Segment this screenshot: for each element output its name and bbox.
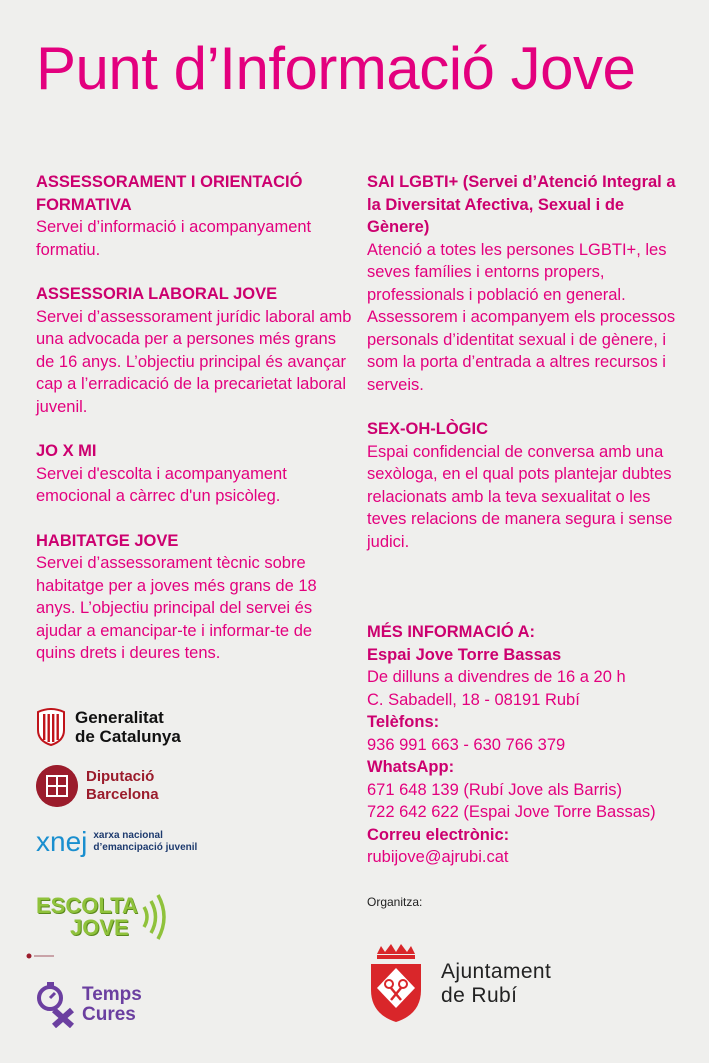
section-title: SAI LGBTI+ (Servei d’Atenció Integral a la Diversitat Afectiva, Sexual i de Gènere) xyxy=(367,173,676,236)
temps-cures-logo xyxy=(36,982,142,1028)
left-column xyxy=(36,171,356,687)
section-sexohlogic xyxy=(367,418,685,553)
section-title: SEX-OH-LÒGIC xyxy=(367,420,489,438)
section-title: ASSESSORIA LABORAL JOVE xyxy=(36,285,278,303)
sound-waves-icon xyxy=(140,893,170,941)
xnej-subtitle xyxy=(93,830,197,854)
phones-value: 936 991 663 - 630 766 379 xyxy=(367,735,566,754)
generalitat-text xyxy=(75,708,181,746)
section-habitatge xyxy=(36,530,356,665)
organitza-label: Organitza: xyxy=(367,895,423,909)
phones-label: Telèfons: xyxy=(367,713,440,731)
section-body: Atenció a totes les persones LGBTI+, les seves famílies i entorns propers, professionals i població en general. Assessorem i acompanyem els processos personals d’identitat sexual i de gènere, i som la porta d’entrada a altres recursos i serveis. xyxy=(367,240,676,394)
section-assessorament xyxy=(36,171,356,261)
rubi-line-2: de Rubí xyxy=(441,984,518,1007)
info-address: C. Sabadell, 18 - 08191 Rubí xyxy=(367,690,580,709)
right-column xyxy=(367,171,685,575)
section-body: Espai confidencial de conversa amb una sexòloga, en el qual pots plantejar dubtes relacionats amb la teva sexualitat o les teves relacions de manera segura i sense judici. xyxy=(367,442,673,551)
xnej-logo xyxy=(36,826,197,858)
diputacio-logo xyxy=(36,765,159,807)
escolta-text xyxy=(36,895,138,939)
rubi-text xyxy=(441,960,551,1008)
info-hours: De dilluns a divendres de 16 a 20 h xyxy=(367,668,626,686)
xnej-sub-line-2: d’emancipació juvenil xyxy=(93,842,198,853)
more-info-block xyxy=(367,621,687,869)
temps-line-1: Temps xyxy=(82,984,142,1005)
section-body: Servei d'escolta i acompanyament emocional a càrrec d'un psicòleg. xyxy=(36,464,287,505)
rubi-line-1: Ajuntament xyxy=(441,960,552,983)
diputacio-line-1: Diputació xyxy=(86,768,155,785)
section-body: Servei d’assessorament tècnic sobre habitatge per a joves més grans de 18 anys. L’objectiu principal del servei és ajudar a emancipar-te i informar-te de quins drets i deures tens. xyxy=(36,554,317,662)
diputacio-line-2: Barcelona xyxy=(86,786,159,803)
escolta-jove-logo xyxy=(36,893,170,941)
whatsapp-value-1: 671 648 139 (Rubí Jove als Barris) xyxy=(367,780,622,799)
section-body: Servei d’assessorament jurídic laboral amb una advocada per a persones més grans de 16 anys. L’objectiu principal és avançar cap a l’erradicació de la precarietat laboral juvenil. xyxy=(36,307,352,416)
stopwatch-cross-icon xyxy=(36,982,76,1028)
escolta-line-1: ESCOLTA xyxy=(36,893,138,918)
email-link[interactable]: rubijove@ajrubi.cat xyxy=(367,848,509,866)
section-joxmi xyxy=(36,440,356,508)
email-label: Correu electrònic: xyxy=(367,825,510,844)
temps-cures-text xyxy=(82,985,142,1025)
whatsapp-label: WhatsApp: xyxy=(367,758,455,776)
section-title: ASSESSORAMENT I ORIENTACIÓ FORMATIVA xyxy=(36,173,303,214)
generalitat-line-2: de Catalunya xyxy=(75,727,181,746)
section-title: JO X MI xyxy=(36,442,97,460)
ajuntament-rubi-logo xyxy=(367,944,551,1024)
escolta-line-2: JOVE xyxy=(70,915,129,940)
rubi-coat-of-arms-icon xyxy=(367,944,425,1024)
temps-line-2: Cures xyxy=(82,1004,136,1025)
diputacio-emblem-icon xyxy=(36,765,78,807)
generalitat-line-1: Generalitat xyxy=(75,708,164,727)
tiny-logo-strip-icon xyxy=(26,953,56,959)
xnej-sub-line-1: xarxa nacional xyxy=(93,830,163,841)
diputacio-text xyxy=(86,768,159,804)
xnej-wordmark: xnej xyxy=(36,826,88,857)
section-body: Servei d’informació i acompanyament formatiu. xyxy=(36,218,312,259)
page-title: Punt d’Informació Jove xyxy=(36,35,636,102)
generalitat-logo xyxy=(36,708,181,746)
info-heading: MÉS INFORMACIÓ A: xyxy=(367,623,536,641)
section-laboral xyxy=(36,283,356,418)
section-title: HABITATGE JOVE xyxy=(36,531,179,550)
generalitat-emblem-icon xyxy=(36,708,66,746)
whatsapp-value-2: 722 642 622 (Espai Jove Torre Bassas) xyxy=(367,803,656,821)
info-place: Espai Jove Torre Bassas xyxy=(367,645,562,664)
section-sai-lgbti xyxy=(367,171,685,396)
